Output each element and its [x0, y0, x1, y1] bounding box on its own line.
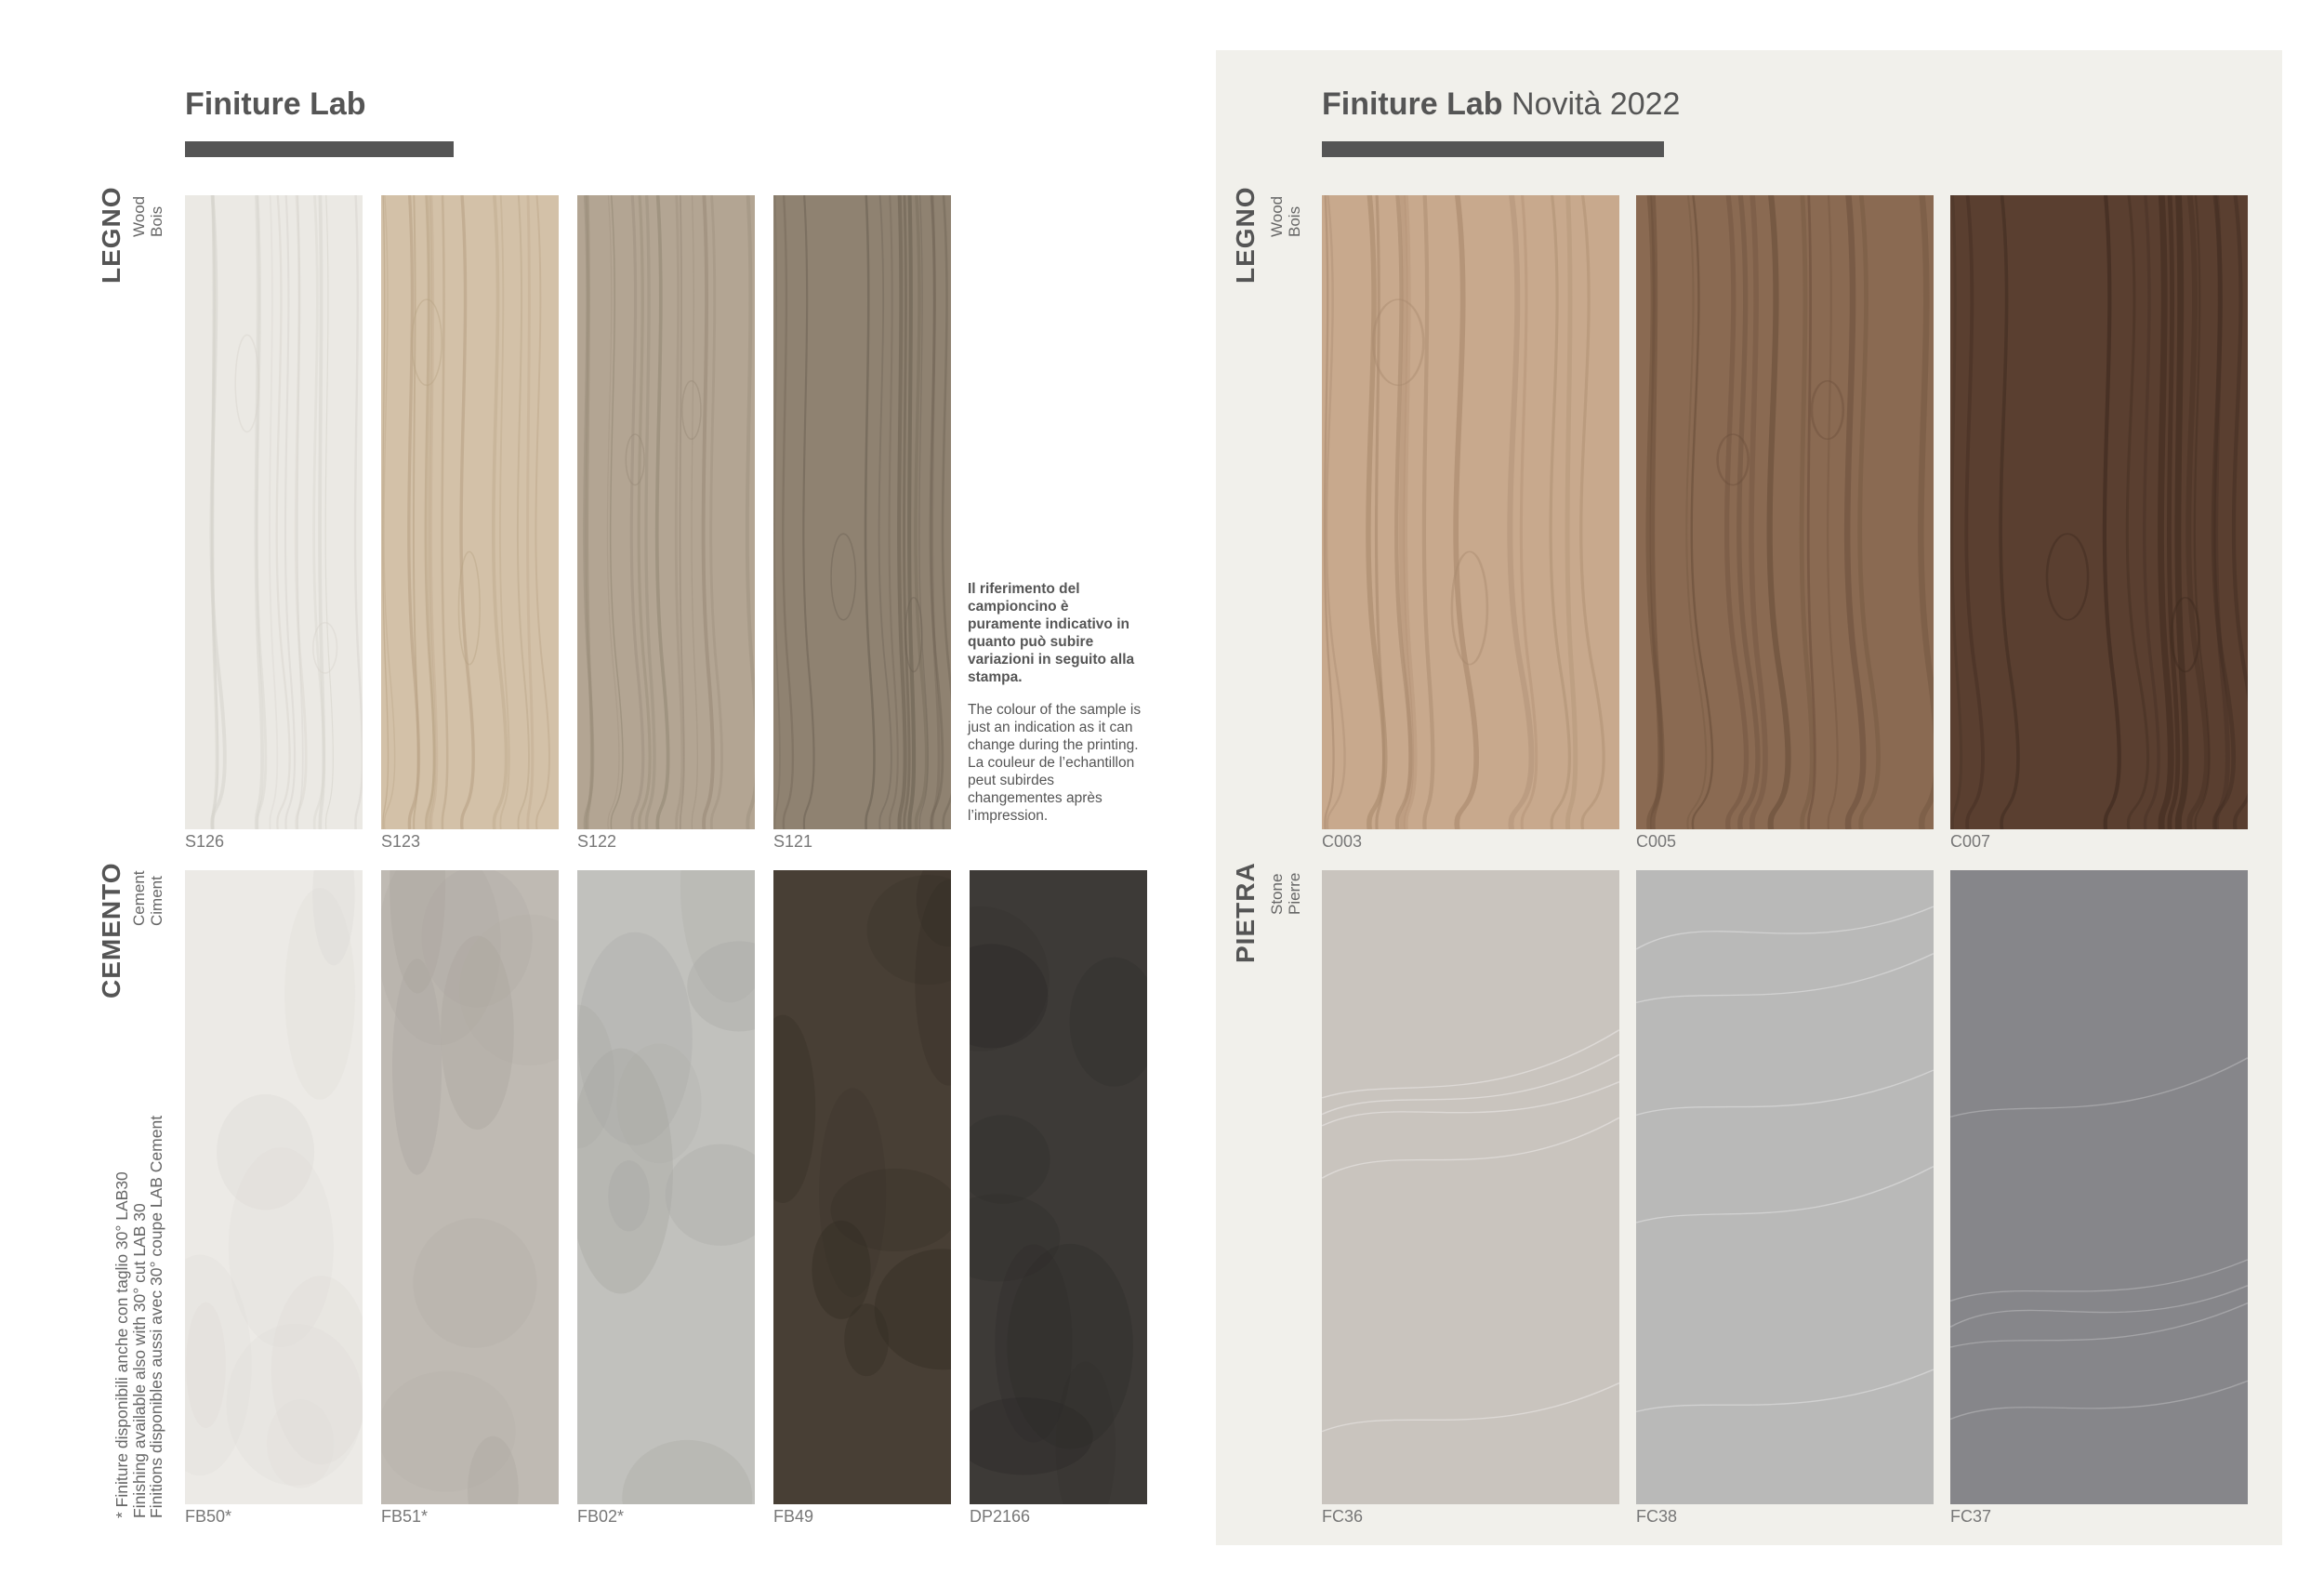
- wood-novita-swatch-c003: [1322, 195, 1619, 829]
- section-sub-en: Cement: [130, 870, 148, 926]
- section-sub-fr: Bois: [1286, 205, 1303, 237]
- wood-swatch-s121: [773, 195, 951, 829]
- swatch-code: DP2166: [970, 1507, 1031, 1526]
- right-legno-sublabel: [1268, 196, 1303, 237]
- left-title-bar: [185, 141, 454, 157]
- note-line-fr: Finitions disponibles aussi avec 30° coupe LAB Cement: [147, 1115, 165, 1518]
- swatch-code: FC37: [1950, 1507, 1992, 1526]
- left-title-bold: Finiture Lab: [185, 86, 366, 122]
- right-title-light: Novità 2022: [1512, 86, 1681, 122]
- section-sub-fr: Pierre: [1286, 872, 1303, 915]
- swatch-code: S126: [185, 832, 225, 851]
- wood-swatch-s126: [185, 195, 363, 829]
- right-page-title: [1322, 86, 1680, 123]
- section-title: CEMENTO: [97, 862, 125, 998]
- wood-novita-swatch-c007: [1950, 195, 2248, 829]
- stone-swatch-fc37: [1950, 870, 2248, 1504]
- section-title: PIETRA: [1231, 862, 1260, 963]
- section-sub-fr: Ciment: [148, 876, 165, 926]
- stone-swatch-fc38: [1636, 870, 1934, 1504]
- cement-swatch-fb49: [773, 870, 951, 1504]
- cement-swatch-fb50: [185, 870, 363, 1504]
- swatch-code: FB02*: [577, 1507, 625, 1526]
- swatch-code: FB50*: [185, 1507, 232, 1526]
- disclaimer-en: The colour of the sample is just an indication as it can change during the printing.: [968, 702, 1142, 753]
- wood-swatch-s123: [381, 195, 559, 829]
- note-line-en: Finishing available also with 30° cut LAB 30: [129, 1203, 149, 1518]
- swatch-code: FC36: [1322, 1507, 1364, 1526]
- wood-swatch-s122: [577, 195, 755, 829]
- left-cemento-label: [97, 863, 126, 999]
- left-cemento-sublabel: [130, 870, 165, 926]
- swatch-code: FB49: [773, 1507, 814, 1526]
- right-title-bold: Finiture Lab: [1322, 86, 1503, 122]
- left-page-title: [185, 86, 366, 123]
- left-legno-sublabel: [130, 196, 165, 237]
- wood-novita-swatch-c005: [1636, 195, 1934, 829]
- swatch-code: S122: [577, 832, 617, 851]
- left-legno-label: [97, 186, 126, 284]
- section-sub-en: Wood: [130, 195, 148, 237]
- swatch-code: FB51*: [381, 1507, 429, 1526]
- section-title: LEGNO: [97, 186, 125, 284]
- cement-swatch-fb51: [381, 870, 559, 1504]
- swatch-code: C005: [1636, 832, 1677, 851]
- swatch-code: FC38: [1636, 1507, 1678, 1526]
- disclaimer-fr: La couleur de l’echantillon peut subirdes changementes après l’impression.: [968, 755, 1135, 824]
- swatch-code: C007: [1950, 832, 1991, 851]
- cut-availability-note: [113, 1116, 165, 1518]
- print-disclaimer: [968, 580, 1144, 825]
- cement-swatch-fb02: [577, 870, 755, 1504]
- right-legno-label: [1231, 186, 1261, 284]
- right-pietra-sublabel: [1268, 873, 1303, 915]
- section-sub-fr: Bois: [148, 205, 165, 237]
- note-line-it: * Finiture disponibili anche con taglio 30° LAB30: [112, 1171, 131, 1518]
- swatch-code: C003: [1322, 832, 1363, 851]
- disclaimer-it: Il riferimento del campioncino è puramente indicativo in quanto può subire variazioni in seguito alla stampa.: [968, 581, 1135, 685]
- section-sub-en: Wood: [1268, 195, 1286, 237]
- cement-swatch-dp2166: [970, 870, 1147, 1504]
- right-pietra-label: [1231, 862, 1261, 963]
- swatch-code: S121: [773, 832, 813, 851]
- section-sub-en: Stone: [1268, 873, 1286, 915]
- swatch-code: S123: [381, 832, 421, 851]
- stone-swatch-fc36: [1322, 870, 1619, 1504]
- right-title-bar: [1322, 141, 1664, 157]
- section-title: LEGNO: [1231, 186, 1260, 284]
